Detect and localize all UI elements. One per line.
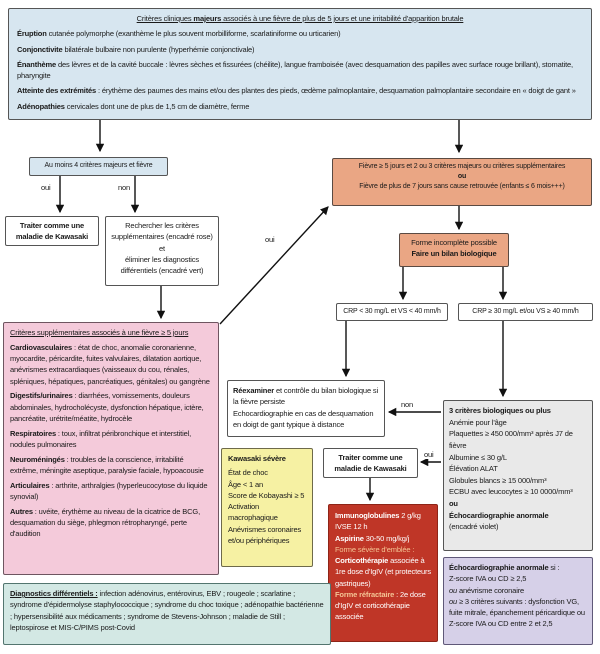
bio-item-ecbu: ECBU avec leucocytes ≥ 10 0000/mm³ [449, 487, 573, 497]
label-non-right: non [401, 400, 414, 409]
severe-kawasaki-box [221, 448, 313, 567]
reexaminer-box [227, 380, 385, 437]
bio-item-plaquettes: Plaquettes ≥ 450 000/mm³ après J7 de fièvre [449, 429, 573, 450]
supp-cardiovasculaires: Cardiovasculaires : état de choc, anomalie coronarienne, myocardite, péricardite, fuites valvulaires, dilatation aortique, anévrismes extracardiaques (vaisseaux du cou, rénales, spléniques, hépatiques, pancréatiques, génitales) ou gangrène [10, 342, 210, 386]
treatment-box [328, 504, 438, 642]
bio-item-globules: Globules blancs ≥ 15 000/mm³ [449, 475, 547, 485]
supp-neuromeninges: Neuroméningés : troubles de la conscience, irritabilité extrême, méningite aseptique, paralysie faciale, hypoacousie [10, 454, 204, 475]
major-criterion-conjonctivite: Conjonctivite bilatérale bulbaire non purulente (hyperhémie conjonctivale) [17, 44, 255, 54]
reexaminer-line-1: Réexaminer et contrôle du bilan biologique si la fièvre persiste [233, 386, 379, 407]
major-criterion-enantheme: Énanthème des lèvres et de la cavité buccale : lèvres sèches et fissurées (chéilite), langue framboisée (avec desquamation des papilles avec surface rouge brillant), stomatite, pharyngite [17, 59, 573, 80]
search-supplementary-box [105, 216, 219, 286]
major-criteria-title: Critères cliniques majeurs associés à une fièvre de plus de 5 jours et une irritabilité d'apparition brutale [136, 14, 464, 23]
fever-criteria-box [332, 158, 592, 206]
treat-kawasaki-box-2: Traiter comme une maladie de Kawasaki [323, 448, 418, 478]
severe-item-choc: État de choc [228, 468, 268, 478]
echo-anevrisme: ou anévrisme coronaire [449, 585, 525, 595]
treatment-severe-line: Forme sévère d'emblée : [335, 544, 415, 554]
differential-title: Diagnostics différentiels : [10, 589, 98, 598]
incomplete-form-box [399, 233, 509, 267]
treatment-ig: Immunoglobulines 2 g/kg IVSE 12 h [335, 511, 421, 532]
label-oui-diagonal: oui [265, 235, 275, 244]
label-oui-right: oui [424, 450, 434, 459]
reexaminer-line-2: Echocardiographie en cas de desquamation en doigt de gant typique à distance [233, 408, 374, 429]
treatment-aspirine: Aspirine 30-50 mg/kg/j [335, 533, 410, 543]
incomplete-line-2: Faire un bilan biologique [411, 249, 497, 259]
bio-item-anemie: Anémie pour l'âge [449, 417, 507, 427]
supplementary-criteria-box [3, 322, 219, 575]
bio-echo-label: Échocardiographie anormale [449, 510, 549, 520]
search-line-2: et [159, 243, 165, 253]
label-non-left: non [118, 183, 131, 192]
differential-diagnosis-box [3, 583, 331, 645]
search-line-1: Rechercher les critères supplémentaires (encadré rose) [111, 221, 213, 242]
bio-item-alat: Élévation ALAT [449, 464, 498, 474]
fever-line-1: Fièvre ≥ 5 jours et 2 ou 3 critères majeurs ou critères supplémentaires [358, 163, 566, 170]
search-line-3: éliminer les diagnostics différentiels (encadré vert) [120, 254, 204, 275]
arrow-diagonal-oui [220, 207, 328, 324]
crp-low-box: CRP < 30 mg/L et VS < 40 mm/h [336, 303, 448, 321]
incomplete-line-1: Forme incomplète possible [411, 238, 497, 247]
treatment-refractaire: Forme réfractaire : 2e dose d'IgIV et corticothérapie associée [335, 589, 426, 622]
crp-high-box: CRP ≥ 30 mg/L et/ou VS ≥ 40 mm/h [458, 303, 593, 321]
echo-zscore: Z-score IVA ou CD ≥ 2,5 [449, 574, 527, 584]
severe-title: Kawasaki sévère [228, 454, 286, 463]
echo-abnormal-box [443, 557, 593, 645]
major-criterion-eruption: Éruption cutanée polymorphe (exanthème le plus souvent morbilliforme, scarlatiniforme ou urticarien) [17, 29, 341, 39]
major-criterion-extremites: Atteinte des extrémités : érythème des paumes des mains et/ou des plantes des pieds, œdème palmoplantaire, desquamation palmoplantaire secondaire en « doigt de gant » [17, 86, 576, 96]
major-criteria-box [8, 8, 592, 120]
fever-line-2: ou [457, 173, 467, 181]
bio-or-label: ou [449, 499, 458, 508]
label-oui-left: oui [41, 183, 51, 192]
bio-echo-note: (encadré violet) [449, 522, 499, 532]
echo-criteres: ou ≥ 3 critères suivants : dysfonction VG, fuite mitrale, épanchement péricardique ou Z-score IVA ou CD entre 2 et 2,5 [449, 596, 585, 629]
supp-articulaires: Articulaires : arthrite, arthralgies (hyperleucocytose du liquide synovial) [10, 480, 208, 501]
supp-respiratoires: Respiratoires : toux, infiltrat péribronchique et interstitiel, nodules pulmonaires [10, 428, 192, 449]
echo-title: Échocardiographie anormale si : [449, 563, 560, 572]
supp-autres: Autres : uvéite, érythème au niveau de la cicatrice de BCG, desquamation du siège, phlegmon rétropharyngé, perte d'audition [10, 506, 200, 538]
fever-line-3: Fièvre de plus de 7 jours sans cause retrouvée (enfants ≤ 6 mois+++) [359, 183, 565, 191]
severe-item-kobayashi: Score de Kobayashi ≥ 5 [228, 490, 305, 500]
differential-text: infection adénovirus, entérovirus, EBV ; rougeole ; scarlatine ; syndrome d'épidermolyse staphylococcique ; syndrome du choc toxique ; adénopathie bactérienne ; hypersensibilité aux médicaments ; syndrome de Stevens-Johnson ; maladie de Still ; leptospirose et MIS-C/PIMS post-Covid [10, 589, 324, 632]
four-criteria-box: Au moins 4 critères majeurs et fièvre [29, 157, 168, 176]
treat-kawasaki-box-1: Traiter comme une maladie de Kawasaki [5, 216, 99, 246]
bio-item-albumine: Albumine ≤ 30 g/L [449, 452, 507, 462]
supplementary-title: Critères supplémentaires associés à une fièvre ≥ 5 jours [10, 328, 189, 337]
severe-item-macrophagique: Activation macrophagique [228, 502, 278, 523]
bio-criteria-box [443, 400, 593, 551]
supp-digestifs: Digestifs/urinaires : diarrhées, vomissements, douleurs abdominales, hydrocholécyste, dysfonction hépatique, ictère, pancréatite, urétrite/méatite, hydrocèle [10, 391, 204, 423]
major-criterion-adenopathies: Adénopathies cervicales dont une de plus de 1,5 cm de diamètre, ferme [17, 101, 250, 111]
treatment-cortico: Corticothérapie associée à 1re dose d'IgIV (et protecteurs gastriques) [335, 556, 432, 588]
bio-criteria-title: 3 critères biologiques ou plus [449, 406, 551, 415]
severe-item-anevrismes: Anévrismes coronaires et/ou périphériques [228, 524, 302, 545]
severe-item-age: Âge < 1 an [228, 479, 263, 489]
